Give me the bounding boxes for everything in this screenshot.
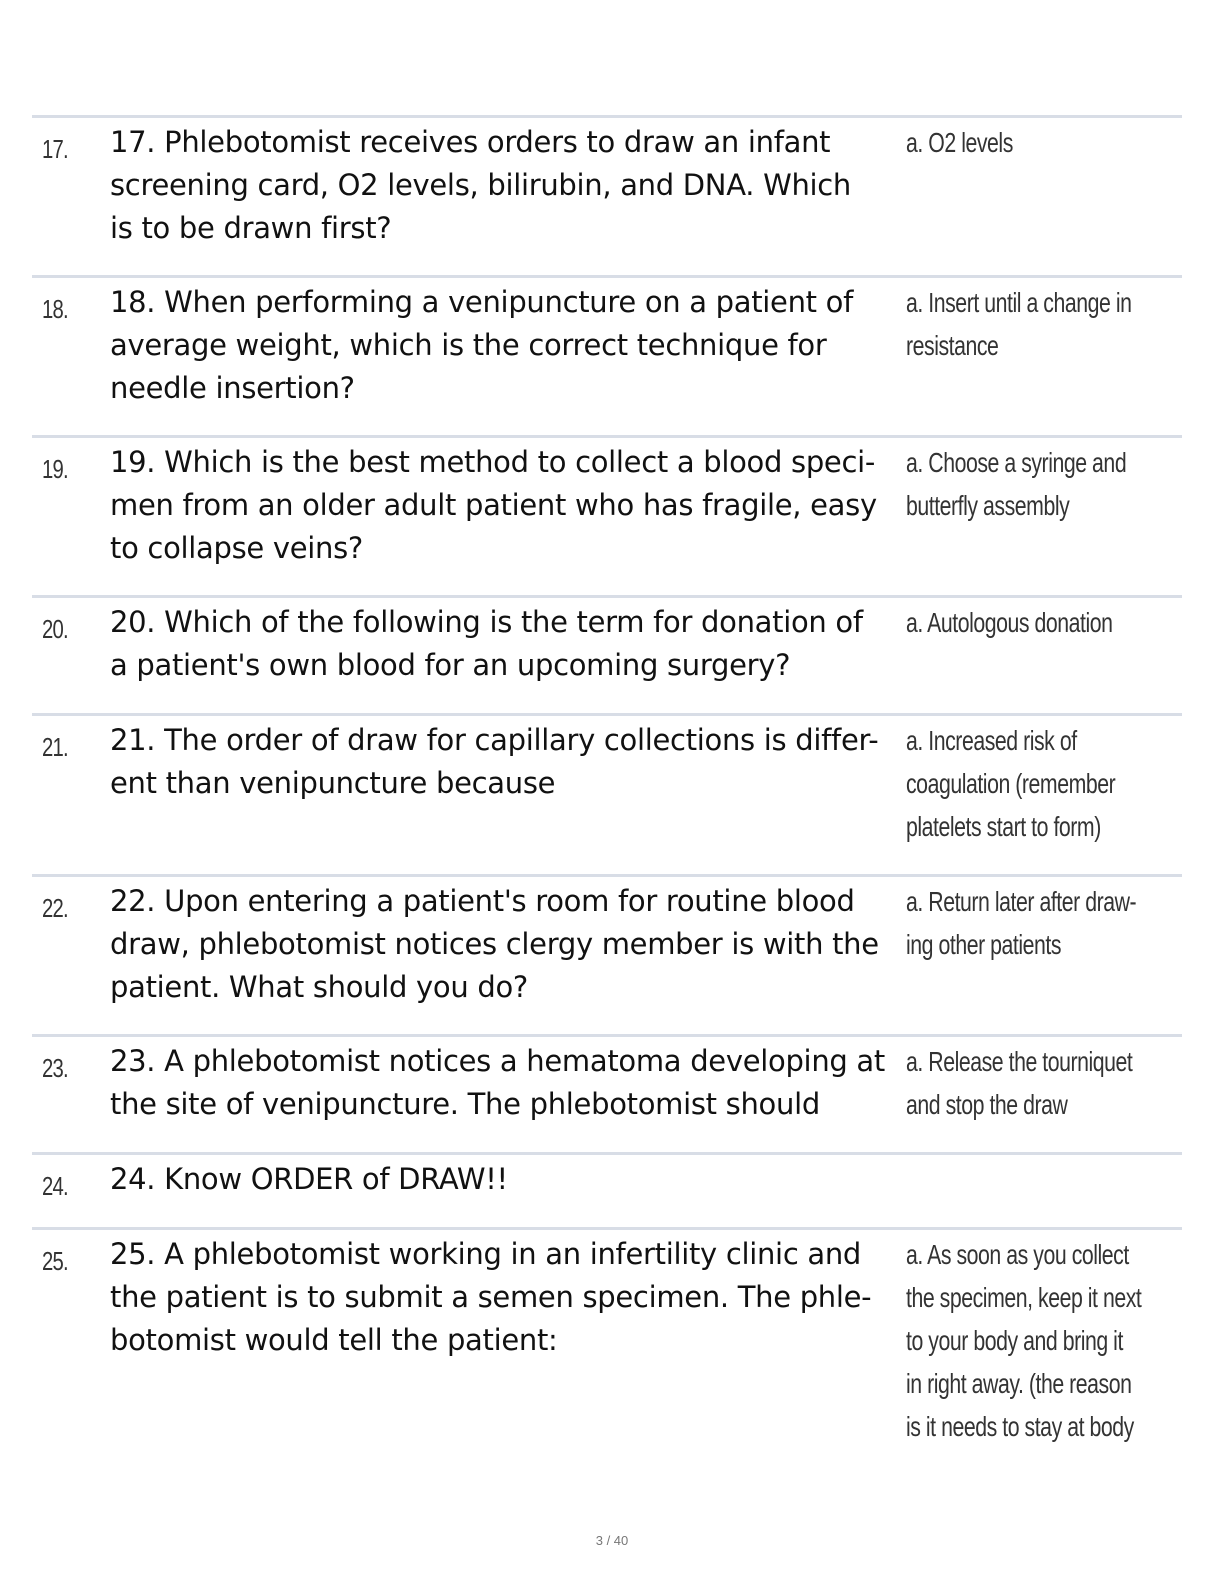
- answer-text: a. Release the tourniquet and stop the draw: [906, 1046, 1133, 1120]
- answer-text: a. Autologous donation: [906, 607, 1113, 638]
- row-number: 23.: [42, 1053, 68, 1083]
- answer-text: a. Choose a syringe and butterfly assembly: [906, 447, 1127, 521]
- row-number: 22.: [42, 893, 68, 923]
- row-number: 18.: [42, 294, 68, 324]
- answer-text: a. Insert until a change in resistance: [906, 287, 1132, 361]
- question-text: 21. The order of draw for capillary collections is differ- ent than venipuncture because: [110, 723, 879, 800]
- answer-text: a. As soon as you collect the specimen, keep it next to your body and bring it in right away. (the reason is it needs to stay at body: [906, 1239, 1142, 1442]
- question-text: 20. Which of the following is the term for donation of a patient's own blood for an upcoming surgery?: [110, 605, 863, 682]
- answer-text: a. Return later after draw- ing other patients: [906, 886, 1137, 960]
- answer-text: a. Increased risk of coagulation (remember platelets start to form): [906, 725, 1116, 842]
- table-row: [32, 595, 1182, 713]
- table-row: [32, 435, 1182, 595]
- table-row: [32, 874, 1182, 1034]
- table-row: [32, 115, 1182, 275]
- answer-text: a. O2 levels: [906, 127, 1013, 158]
- question-text: 23. A phlebotomist notices a hematoma developing at the site of venipuncture. The phlebotomist should: [110, 1044, 885, 1121]
- row-number: 19.: [42, 454, 68, 484]
- question-text: 18. When performing a venipuncture on a patient of average weight, which is the correct technique for needle insertion?: [110, 285, 854, 405]
- row-number: 21.: [42, 732, 68, 762]
- question-text: 22. Upon entering a patient's room for routine blood draw, phlebotomist notices clergy member is with the patient. What should you do?: [110, 884, 879, 1004]
- page-indicator: 3 / 40: [595, 1533, 629, 1548]
- row-number: 20.: [42, 614, 68, 644]
- row-number: 17.: [42, 134, 68, 164]
- table-row: [32, 275, 1182, 435]
- row-number: 25.: [42, 1246, 68, 1276]
- question-text: 25. A phlebotomist working in an infertility clinic and the patient is to submit a semen specimen. The phle- botomist would tell the patient:: [110, 1237, 872, 1357]
- table-row: [32, 713, 1182, 874]
- flashcard-table: [32, 115, 1182, 1457]
- question-text: 24. Know ORDER of DRAW!!: [110, 1162, 508, 1196]
- table-row: [32, 1227, 1182, 1457]
- table-row: [32, 1034, 1182, 1152]
- table-row: [32, 1152, 1182, 1227]
- question-text: 19. Which is the best method to collect a blood speci- men from an older adult patient who has fragile, easy to collapse veins?: [110, 445, 877, 565]
- row-number: 24.: [42, 1171, 68, 1201]
- question-text: 17. Phlebotomist receives orders to draw an infant screening card, O2 levels, bilirubin, and DNA. Which is to be drawn first?: [110, 125, 852, 245]
